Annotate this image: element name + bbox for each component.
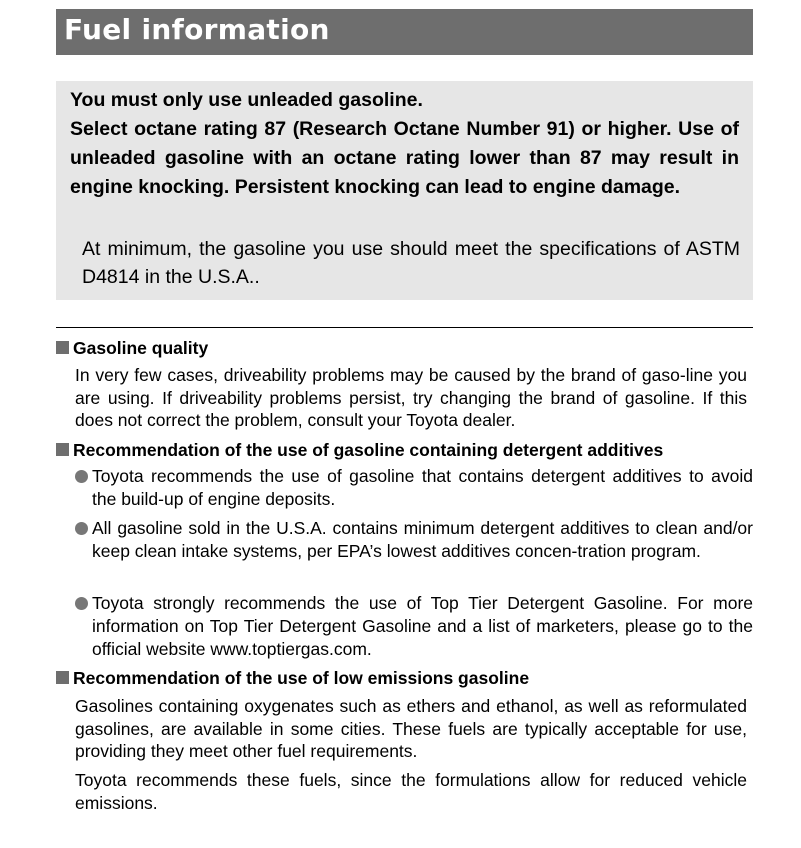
paragraph-low-emissions-2: Toyota recommends these fuels, since the formulations allow for reduced vehicle emissions. bbox=[75, 770, 747, 813]
list-item-text: Toyota strongly recommends the use of Top Tier Detergent Gasoline. For more information on Top Tier Detergent Gasoline and a list of marketers, please go to the official website www.toptiergas.com. bbox=[92, 593, 753, 659]
list-item-text: Toyota recommends the use of gasoline that contains detergent additives to avoid the build-up of engine deposits. bbox=[92, 466, 753, 509]
page-title: Fuel information bbox=[64, 13, 330, 46]
list-item-text: All gasoline sold in the U.S.A. contains minimum detergent additives to clean and/or keep clean intake systems, per EPA’s lowest additives concen-tration program. bbox=[92, 518, 753, 561]
notice-warning-text bbox=[70, 86, 739, 202]
section-title-bar bbox=[56, 9, 753, 55]
circle-bullet-icon bbox=[75, 470, 88, 483]
notice-specification-text: At minimum, the gasoline you use should meet the specifications of ASTM D4814 in the U.S.A.. bbox=[82, 238, 740, 288]
list-item bbox=[75, 465, 753, 511]
square-bullet-icon bbox=[56, 341, 69, 354]
heading-gasoline-quality bbox=[56, 337, 208, 359]
notice-line-unleaded: You must only use unleaded gasoline. bbox=[70, 89, 423, 111]
fuel-notice-box bbox=[56, 81, 753, 300]
paragraph-gasoline-quality: In very few cases, driveability problems may be caused by the brand of gaso-line you are using. If driveability problems persist, try changing the brand of gasoline. If this does not correct the problem, consult your Toyota dealer. bbox=[75, 365, 747, 430]
circle-bullet-icon bbox=[75, 522, 88, 535]
notice-line-octane: Select octane rating 87 (Research Octane Number 91) or higher. Use of unleaded gasoline with an octane rating lower than 87 may result in engine knocking. Persistent knocking can lead to engine damage. bbox=[70, 118, 739, 198]
square-bullet-icon bbox=[56, 443, 69, 456]
heading-text: Recommendation of the use of low emissions gasoline bbox=[73, 668, 530, 688]
list-item bbox=[75, 592, 753, 661]
heading-text: Recommendation of the use of gasoline containing detergent additives bbox=[73, 440, 664, 460]
list-item bbox=[75, 517, 753, 563]
square-bullet-icon bbox=[56, 671, 69, 684]
heading-text: Gasoline quality bbox=[73, 338, 209, 358]
paragraph-low-emissions-1: Gasolines containing oxygenates such as ethers and ethanol, as well as reformulated gasolines, are available in some cities. These fuels are typically acceptable for use, providing they meet other fuel requirements. bbox=[75, 696, 747, 761]
heading-detergent-additives bbox=[56, 439, 663, 461]
circle-bullet-icon bbox=[75, 597, 88, 610]
divider bbox=[56, 327, 753, 328]
heading-low-emissions bbox=[56, 667, 529, 689]
